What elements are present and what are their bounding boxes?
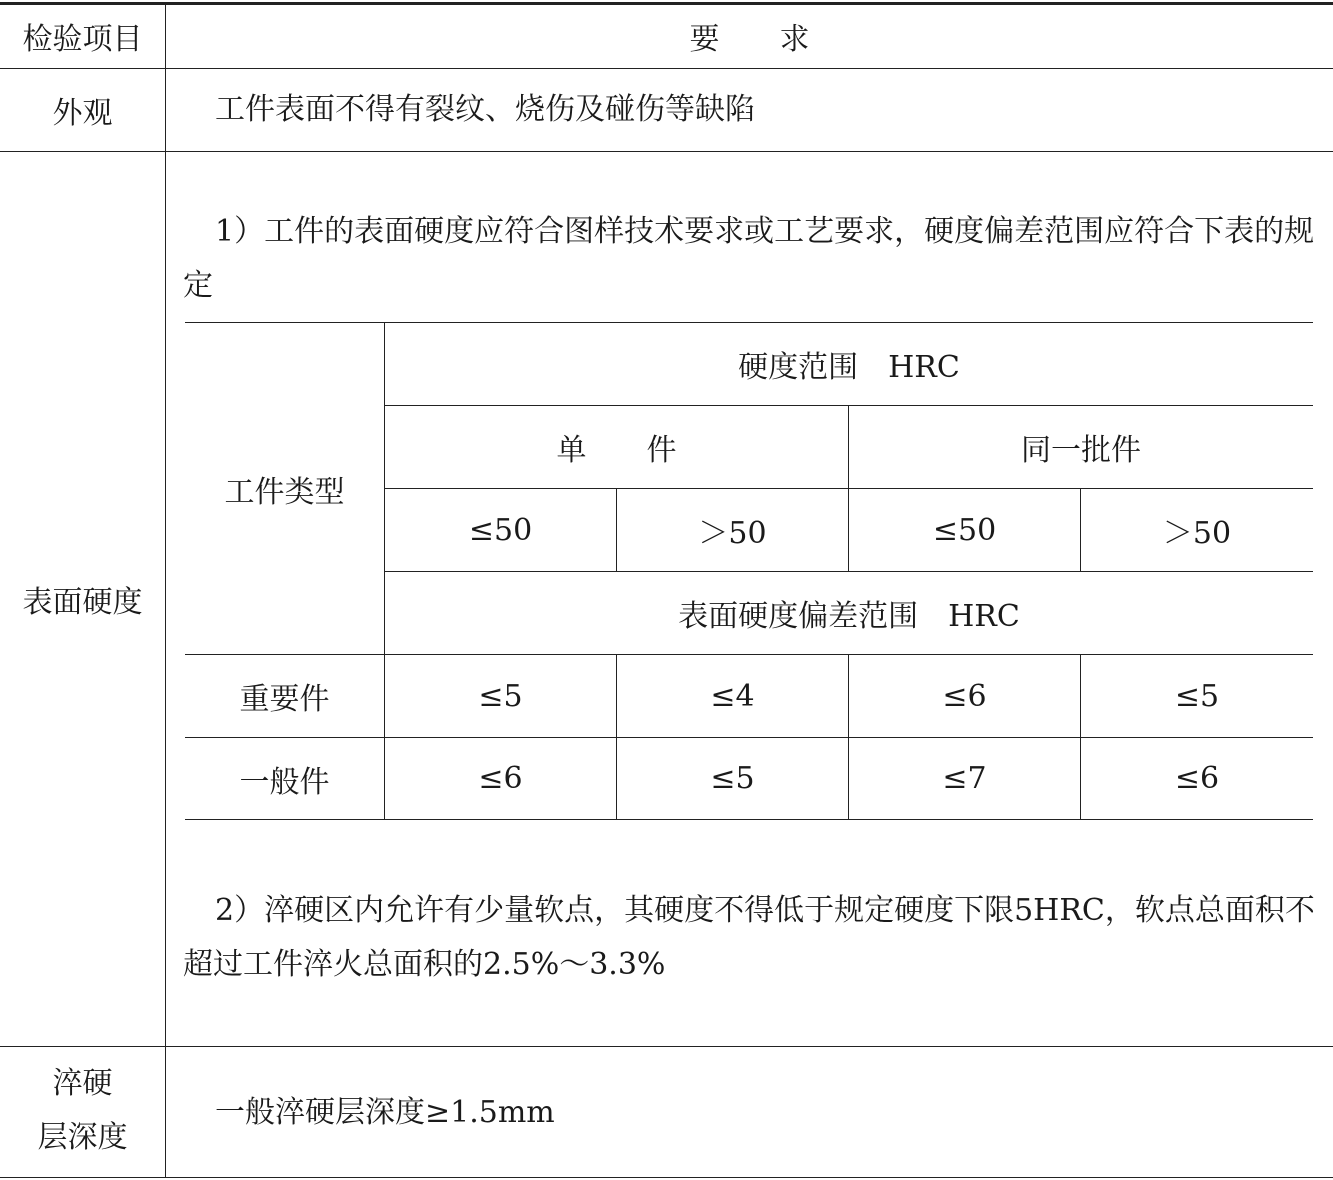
sub-header-3: ≤50 — [932, 512, 997, 548]
inner-bottom-border — [185, 819, 1313, 820]
row-appearance-text: 工件表面不得有裂纹、烧伤及碰伤等缺陷 — [215, 92, 755, 127]
table-bottom-border — [0, 1177, 1333, 1178]
header-requirement: 要 求 — [689, 21, 810, 57]
single-piece-header: 单 件 — [556, 433, 677, 468]
row-appearance-label: 外观 — [52, 96, 113, 131]
sub-header-2: ＞50 — [698, 516, 767, 551]
row-important-value: ≤4 — [710, 678, 755, 714]
hardness-paragraph-2: 2）淬硬区内允许有少量软点，其硬度不得低于规定硬度下限5HRC，软点总面积不超过工件淬火总面积的2.5%～3.3% — [183, 893, 1315, 982]
row-general-value: ≤6 — [478, 761, 523, 796]
row-important-value: ≤5 — [478, 678, 523, 714]
row-general-value: ≤5 — [710, 761, 755, 796]
row-hardness-bottom-border — [0, 1046, 1333, 1047]
row-general-label: 一般件 — [239, 764, 330, 800]
sub-header-1: ≤50 — [468, 512, 533, 548]
header-bottom-border — [0, 68, 1333, 69]
deviation-range-header: 表面硬度偏差范围 HRC — [678, 599, 1020, 634]
row-depth-label-line1: 淬硬 — [52, 1066, 113, 1101]
sub-header-4: ＞50 — [1162, 516, 1232, 551]
workpiece-type-header: 工件类型 — [224, 474, 345, 510]
row-hardness-label: 表面硬度 — [22, 585, 143, 620]
row-appearance-bottom-border — [0, 151, 1333, 152]
row-general-value: ≤7 — [942, 761, 987, 796]
row-depth-text: 一般淬硬层深度≥1.5mm — [215, 1095, 555, 1130]
row-important-label: 重要件 — [239, 682, 330, 717]
hardness-range-header: 硬度范围 HRC — [738, 350, 960, 385]
row-depth-label-line2: 层深度 — [37, 1120, 128, 1155]
column-divider — [165, 2, 166, 1178]
header-inspection-item: 检验项目 — [22, 21, 143, 57]
hardness-paragraph-1: 1）工件的表面硬度应符合图样技术要求或工艺要求，硬度偏差范围应符合下表的规定 — [183, 214, 1315, 303]
same-batch-header: 同一批件 — [1021, 433, 1141, 468]
row-important-value: ≤6 — [942, 678, 987, 714]
row-general-value: ≤6 — [1174, 761, 1220, 796]
row-important-value: ≤5 — [1174, 678, 1220, 714]
